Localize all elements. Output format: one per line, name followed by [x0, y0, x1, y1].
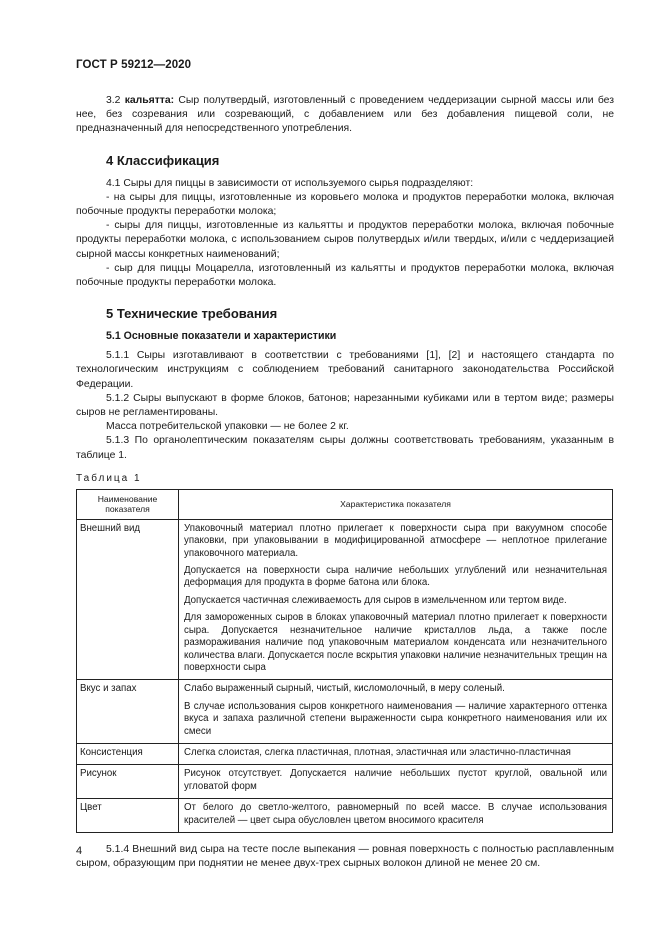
list-item: - сыры для пиццы, изготовленные из кальятты и продуктов переработки молока, включая побочные продукты переработки молока, с использованием сыров полутвердых и/или твердых, и/или с чеддеризацией сырной массы конкретных наименований;	[76, 220, 614, 260]
indicator-name-cell: Консистенция	[77, 743, 179, 764]
characteristic-paragraph: Слабо выраженный сырный, чистый, кисломолочный, в меру соленый.	[184, 683, 505, 695]
clause-3-2-text: Сыр полутвердый, изготовленный с проведением чеддеризации сырной массы или без нее, без созревания или созревающий, с добавлением или без добавления пищевой соли, не предназначенный для непосредственного употребления.	[76, 95, 614, 135]
package-mass-note: Масса потребительской упаковки — не более 2 кг.	[106, 421, 349, 433]
characteristic-paragraph: Рисунок отсутствует. Допускается наличие небольших пустот круглой, овальной или угловатой форм	[184, 768, 607, 792]
document-body	[76, 94, 614, 871]
characteristic-cell	[179, 519, 613, 679]
clause-5-1-3: 5.1.3 По органолептическим показателям сыры должны соответствовать требованиям, указанным в таблице 1.	[76, 435, 614, 461]
table-caption: Таблица 1	[76, 472, 142, 484]
list-item: - на сыры для пиццы, изготовленные из коровьего молока и продуктов переработки молока, включая побочные продукты переработки молока;	[76, 191, 614, 218]
characteristic-cell	[179, 680, 613, 744]
clause-3-2-term: кальятта:	[124, 95, 175, 106]
list-item: - сыр для пиццы Моцарелла, изготовленный из кальятты и продуктов переработки молока, включая побочные продукты переработки молока.	[76, 262, 614, 289]
document-header: ГОСТ Р 59212—2020	[76, 59, 192, 71]
characteristic-paragraph: От белого до светло-желтого, равномерный по всей массе. В случае использования красителей — цвет сыра обусловлен цветом вносимого красителя	[184, 802, 607, 826]
characteristic-paragraph: В случае использования сыров конкретного наименования — наличие характерного оттенка вкуса и запаха различной степени выраженности сыра конкретного наименования или их смеси	[184, 700, 607, 737]
table-row	[77, 765, 613, 799]
clause-5-1-2: 5.1.2 Сыры выпускают в форме блоков, батонов; нарезанными кубиками или в тертом виде; размеры сыров не регламентированы.	[76, 392, 614, 419]
organoleptic-table	[76, 489, 613, 833]
indicator-name-cell: Вкус и запах	[77, 680, 179, 744]
characteristic-paragraph: Допускается на поверхности сыра наличие небольших углублений или незначительная деформация для продукта в форме батона или блока.	[184, 565, 607, 589]
characteristic-paragraph: Для замороженных сыров в блоках упаковочный материал плотно прилегает к поверхности сыра. Допускается незначительное наличие кристаллов льда, а также после размораживания наличие под упаковочным материалом конденсата или незначительного количества влаги. Допускается после вскрытия упаковки наличие незначительных трещин на поверхности сыра	[184, 612, 607, 673]
clause-3-2	[76, 94, 614, 137]
characteristic-paragraph: Слегка слоистая, слегка пластичная, плотная, эластичная или эластично-пластичная	[184, 746, 571, 758]
characteristic-cell	[179, 743, 613, 764]
subsection-5-1-heading: 5.1 Основные показатели и характеристики	[106, 330, 337, 343]
page-number: 4	[76, 845, 83, 857]
indicator-name-cell: Рисунок	[77, 765, 179, 799]
characteristic-cell	[179, 799, 613, 833]
table-row	[77, 743, 613, 764]
clause-5-1-1: 5.1.1 Сыры изготавливают в соответствии с требованиями [1], [2] и настоящего стандарта по технологическим инструкциям с соблюдением требований санитарного законодательства Российской Федерации.	[76, 350, 614, 390]
characteristic-cell	[179, 765, 613, 799]
section-4-heading: 4 Классификация	[106, 152, 220, 168]
clause-5-1-4: 5.1.4 Внешний вид сыра на тесте после выпекания — ровная поверхность с полностью расплавленным сыром, образующим при поднятии не менее двух-трех сырных волокон длиной не менее 20 см.	[76, 843, 614, 870]
characteristic-paragraph: Упаковочный материал плотно прилегает к поверхности сыра при вакуумном способе упаковки, при упаковывании в модифицированной атмосфере — неплотное прилегание упаковочного материала.	[184, 522, 607, 559]
table-header-row	[77, 489, 613, 519]
clause-4-1: 4.1 Сыры для пиццы в зависимости от используемого сырья подразделяют:	[106, 177, 474, 189]
indicator-name-cell: Внешний вид	[77, 519, 179, 679]
clause-3-2-number: 3.2	[106, 95, 125, 106]
indicator-name-cell: Цвет	[77, 799, 179, 833]
column-header-indicator: Наименование показателя	[77, 489, 179, 519]
column-header-characteristic: Характеристика показателя	[179, 489, 613, 519]
section-5-heading: 5 Технические требования	[106, 306, 278, 322]
characteristic-paragraph: Допускается частичная слеживаемость для сыров в измельченном или тертом виде.	[184, 594, 567, 606]
table-row	[77, 519, 613, 679]
table-row	[77, 680, 613, 744]
table-row	[77, 799, 613, 833]
